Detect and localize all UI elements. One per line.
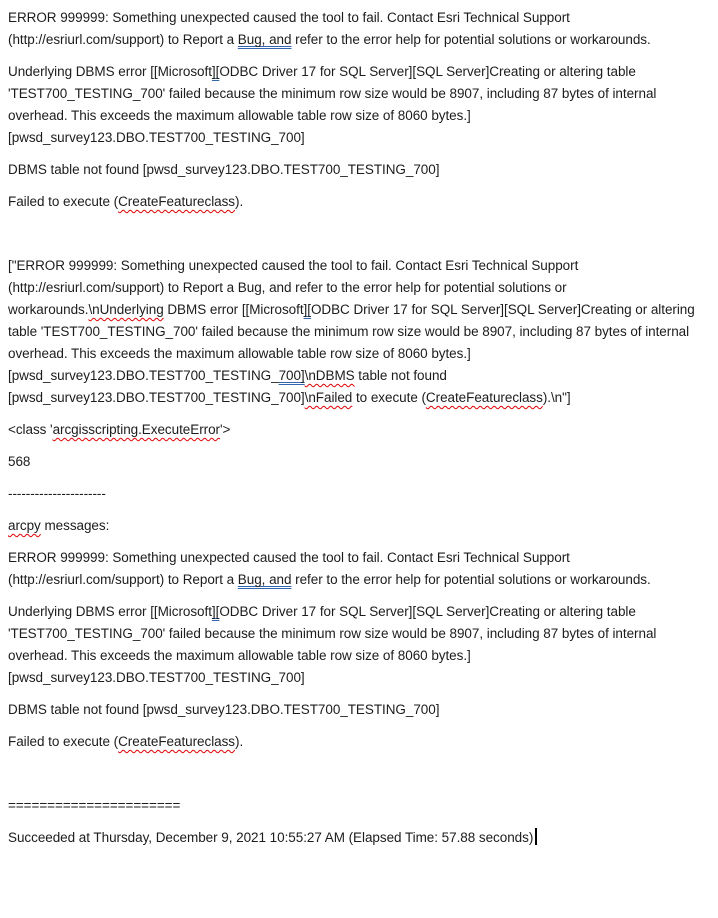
text-run: ---------------------- bbox=[8, 486, 106, 501]
spellcheck-squiggle: \nDBMS bbox=[304, 368, 355, 383]
spellcheck-squiggle: CreateFeatureclass bbox=[118, 734, 236, 749]
dbms-table-not-found bbox=[8, 159, 700, 181]
grammar-underline: ][ bbox=[211, 64, 220, 79]
spellcheck-squiggle: CreateFeatureclass bbox=[118, 194, 236, 209]
grammar-underline: Bug, and bbox=[237, 572, 292, 587]
raw-error-string bbox=[8, 255, 700, 409]
text-run: ERROR 999999: Something unexpected caused the tool to fail. Contact Esri Technical Support (http://esriurl.com/support) to Report a bbox=[8, 10, 570, 47]
arcpy-messages-heading bbox=[8, 515, 700, 537]
text-run: ODBC Driver 17 for SQL Server][SQL Server]Creating or altering table 'TEST700_TESTING_700' failed because the minimum row size would be 8907, including 87 bytes of internal overhead. This exceeds the maximum allowable table row size of 8060 bytes.] [pwsd_survey123.DBO.TEST700_TESTING_700] bbox=[8, 604, 657, 685]
grammar-underline: ][ bbox=[303, 302, 311, 317]
grammar-underline: ][ bbox=[211, 604, 220, 619]
text-run: ). bbox=[235, 194, 244, 209]
text-run: messages: bbox=[40, 518, 110, 533]
exception-class bbox=[8, 419, 700, 441]
equals-separator bbox=[8, 795, 700, 817]
grammar-underline: 700] bbox=[278, 368, 305, 383]
dashed-separator bbox=[8, 483, 700, 505]
failed-to-execute bbox=[8, 191, 700, 213]
failed-to-execute-repeat bbox=[8, 731, 700, 753]
text-run: 568 bbox=[8, 454, 31, 469]
grammar-underline: Bug, and bbox=[237, 32, 292, 47]
error-line-number bbox=[8, 451, 700, 473]
error-summary-repeat bbox=[8, 547, 700, 591]
text-run: Underlying DBMS error [[Microsoft bbox=[8, 604, 212, 619]
spellcheck-squiggle: \nUnderlying bbox=[88, 302, 164, 317]
text-run: Failed to execute ( bbox=[8, 194, 119, 209]
blank-line bbox=[8, 763, 700, 785]
text-run: Succeeded at Thursday, December 9, 2021 10:55:27 AM (Elapsed Time: 57.88 seconds) bbox=[8, 830, 534, 845]
dbms-error-detail bbox=[8, 61, 700, 149]
text-run: <class ' bbox=[8, 422, 53, 437]
text-run: Underlying DBMS error [[Microsoft bbox=[8, 64, 212, 79]
text-run: Failed to execute ( bbox=[8, 734, 119, 749]
text-run: DBMS table not found [pwsd_survey123.DBO.TEST700_TESTING_700] bbox=[8, 162, 440, 177]
text-run: '> bbox=[220, 422, 231, 437]
text-run: DBMS table not found [pwsd_survey123.DBO.TEST700_TESTING_700] bbox=[8, 702, 440, 717]
text-cursor bbox=[535, 828, 537, 845]
blank-line bbox=[8, 223, 700, 245]
text-run: ====================== bbox=[8, 798, 181, 813]
spellcheck-squiggle: arcpy bbox=[8, 518, 41, 533]
error-summary bbox=[8, 7, 700, 51]
text-run: to execute ( bbox=[352, 390, 426, 405]
spellcheck-squiggle: CreateFeatureclass bbox=[425, 390, 543, 405]
spellcheck-squiggle: \nFailed bbox=[304, 390, 353, 405]
document-body bbox=[8, 7, 700, 849]
dbms-table-not-found-repeat bbox=[8, 699, 700, 721]
succeeded-status bbox=[8, 827, 700, 849]
text-run: refer to the error help for potential solutions or workarounds. bbox=[291, 32, 651, 47]
text-run: ODBC Driver 17 for SQL Server][SQL Server]Creating or altering table 'TEST700_TESTING_700' failed because the minimum row size would be 8907, including 87 bytes of internal overhead. This exceeds the maximum allowable table row size of 8060 bytes.] [pwsd_survey123.DBO.TEST700_TESTING_700] bbox=[8, 64, 657, 145]
text-run: ["ERROR 999999: Something unexpected caused the tool to fail. Contact Esri Technical Support (http://esriurl.com/support) to Report a Bug, and refer to the error help for potential solutions or workarounds. bbox=[8, 258, 579, 317]
text-run: refer to the error help for potential solutions or workarounds. bbox=[291, 572, 651, 587]
text-run: table not found [pwsd_survey123.DBO.TEST700_TESTING_700] bbox=[8, 368, 447, 405]
dbms-error-detail-repeat bbox=[8, 601, 700, 689]
text-run: ODBC Driver 17 for SQL Server][SQL Server]Creating or altering table 'TEST700_TESTING_700' failed because the minimum row size would be 8907, including 87 bytes of internal overhead. This exceeds the maximum allowable table row size of 8060 bytes.] [pwsd_survey123.DBO.TEST700_TESTING_ bbox=[8, 302, 695, 383]
text-run: ).\n"] bbox=[542, 390, 571, 405]
spellcheck-squiggle: arcgisscripting.ExecuteError bbox=[52, 422, 220, 437]
text-run: ERROR 999999: Something unexpected caused the tool to fail. Contact Esri Technical Support (http://esriurl.com/support) to Report a bbox=[8, 550, 570, 587]
text-run: DBMS error [[Microsoft bbox=[163, 302, 304, 317]
text-run: ). bbox=[235, 734, 244, 749]
